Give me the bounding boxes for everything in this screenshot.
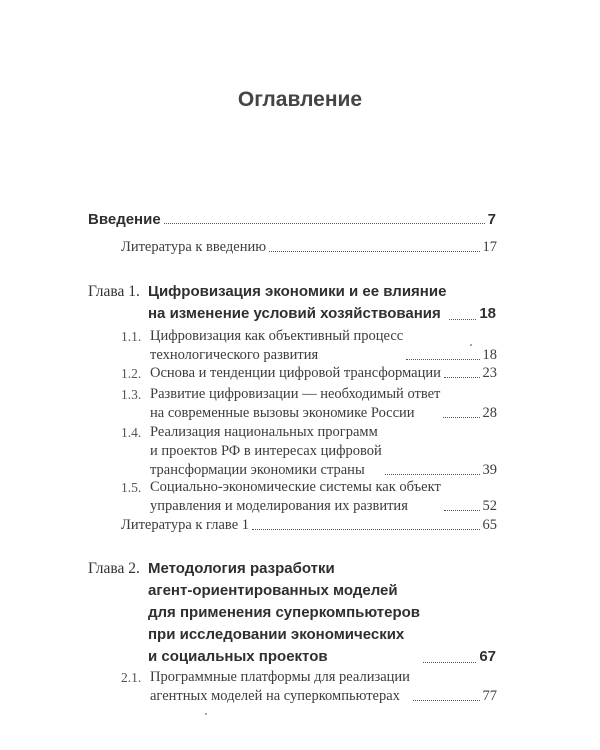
- dot-leader: [252, 529, 479, 530]
- dot-leader: [164, 223, 485, 224]
- section-page: 18: [482, 347, 497, 363]
- section-title-line: Социально-экономические системы как объект: [150, 479, 441, 495]
- section-page: 77: [482, 688, 497, 704]
- chapter-1-label: Глава 1.: [88, 283, 140, 300]
- page-title: Оглавление: [237, 88, 363, 111]
- dot-leader: [269, 251, 479, 252]
- chapter-2-title-line: и социальных проектов: [148, 648, 328, 665]
- toc-entry-section-2-1[interactable]: [150, 668, 497, 706]
- section-title-line: агентных моделей на суперкомпьютерах: [150, 688, 400, 704]
- section-title-line: технологического развития: [150, 347, 319, 363]
- section-number: 2.1.: [121, 670, 142, 685]
- section-title-line: Развитие цифровизации — необходимый ответ: [150, 386, 441, 402]
- toc-entry-intro-page: 7: [487, 211, 496, 228]
- chapter-2-title-line: для применения суперкомпьютеров: [148, 604, 421, 621]
- toc-entry-page: 65: [482, 517, 497, 533]
- chapter-1-page: 18: [479, 305, 496, 322]
- chapter-2-label: Глава 2.: [88, 560, 140, 577]
- dot-leader: [443, 417, 479, 418]
- section-title-line: Цифровизация как объективный процесс: [150, 328, 404, 344]
- toc-entry-page: 17: [482, 239, 497, 255]
- print-speck: [205, 713, 207, 715]
- dot-leader: [413, 700, 480, 701]
- dot-leader: [444, 377, 480, 378]
- print-speck: [470, 344, 472, 346]
- section-page: 52: [482, 498, 497, 514]
- dot-leader: [406, 359, 479, 360]
- section-title-line: Основа и тенденции цифровой трансформации: [150, 365, 441, 381]
- chapter-1-title-line: на изменение условий хозяйствования: [148, 305, 441, 322]
- toc-entry-label: Литература к главе 1: [121, 517, 250, 533]
- chapter-2-title-line: Методология разработки: [148, 560, 335, 577]
- section-title-line: и проектов РФ в интересах цифровой: [150, 443, 382, 459]
- toc-entry-section-1-2[interactable]: [150, 364, 497, 383]
- chapter-2-title-line: агент-ориентированных моделей: [148, 582, 398, 599]
- toc-entry-section-1-3[interactable]: [150, 385, 497, 423]
- dot-leader: [449, 319, 476, 320]
- toc-entry-label: Литература к введению: [121, 239, 267, 255]
- section-page: 23: [482, 365, 497, 381]
- dot-leader: [423, 662, 476, 663]
- section-title-line: трансформации экономики страны: [150, 462, 365, 478]
- section-page: 39: [482, 462, 497, 478]
- toc-entry-section-1-4[interactable]: [150, 423, 497, 480]
- section-page: 28: [482, 405, 497, 421]
- section-number: 1.5.: [121, 480, 142, 495]
- toc-entry-intro[interactable]: [88, 210, 496, 229]
- toc-entry-intro-label: Введение: [88, 211, 161, 228]
- toc-entry-chapter-2[interactable]: [148, 558, 496, 668]
- section-number: 1.2.: [121, 366, 142, 381]
- toc-entry-intro-literature[interactable]: [121, 238, 497, 257]
- toc-entry-chapter-1-literature[interactable]: [121, 516, 497, 535]
- dot-leader: [385, 474, 480, 475]
- section-number: 1.3.: [121, 387, 142, 402]
- toc-entry-chapter-1[interactable]: [148, 281, 496, 325]
- section-number: 1.4.: [121, 425, 142, 440]
- dot-leader: [444, 510, 480, 511]
- section-title-line: Программные платформы для реализации: [150, 669, 410, 685]
- chapter-1-title-line: Цифровизация экономики и ее влияние: [148, 283, 447, 300]
- section-title-line: на современные вызовы экономике России: [150, 405, 415, 421]
- toc-entry-section-1-5[interactable]: [150, 478, 497, 516]
- chapter-2-title-line: при исследовании экономических: [148, 626, 405, 643]
- section-title-line: управления и моделирования их развития: [150, 498, 408, 514]
- section-number: 1.1.: [121, 329, 142, 344]
- section-title-line: Реализация национальных программ: [150, 424, 378, 440]
- toc-entry-section-1-1[interactable]: [150, 327, 497, 365]
- chapter-2-page: 67: [479, 648, 496, 665]
